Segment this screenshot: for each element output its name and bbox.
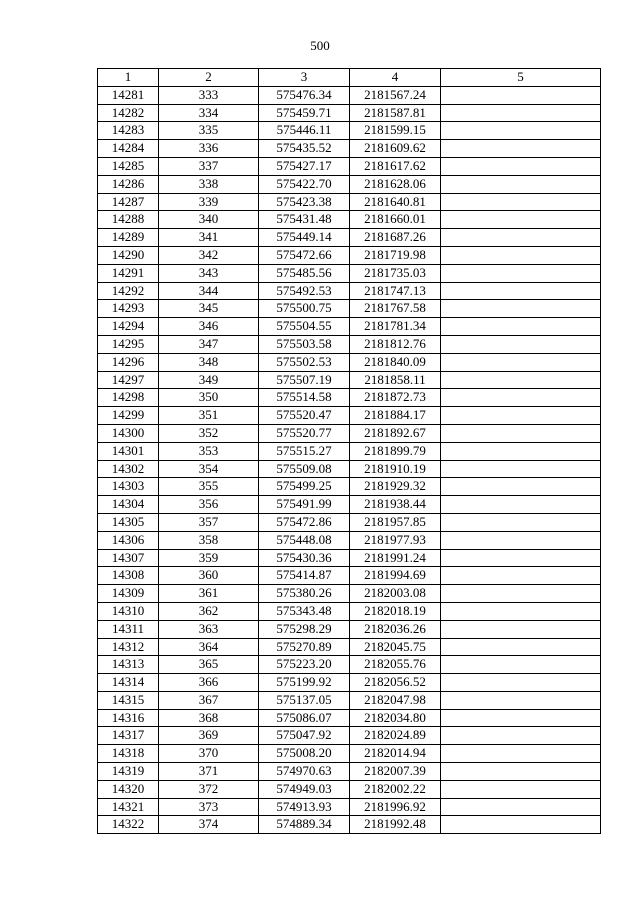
- table-cell-col-1: 14301: [98, 442, 159, 460]
- table-cell-col-5: [441, 709, 601, 727]
- table-row: [98, 371, 601, 389]
- table-row: [98, 460, 601, 478]
- table-cell-col-3: 575199.92: [259, 674, 350, 692]
- table-cell-col-3: 575502.53: [259, 353, 350, 371]
- table-cell-col-1: 14309: [98, 585, 159, 603]
- table-row: [98, 674, 601, 692]
- table-row: [98, 424, 601, 442]
- table-cell-col-5: [441, 763, 601, 781]
- table-cell-col-5: [441, 86, 601, 104]
- table-cell-col-2: 354: [159, 460, 259, 478]
- table-row: [98, 513, 601, 531]
- table-cell-col-3: 575430.36: [259, 549, 350, 567]
- table-body: [98, 86, 601, 833]
- table-row: [98, 727, 601, 745]
- table-cell-col-5: [441, 407, 601, 425]
- table-cell-col-5: [441, 780, 601, 798]
- table-cell-col-5: [441, 798, 601, 816]
- table-cell-col-4: 2181660.01: [350, 211, 441, 229]
- table-cell-col-2: 341: [159, 229, 259, 247]
- table-cell-col-2: 358: [159, 531, 259, 549]
- table-cell-col-3: 575503.58: [259, 335, 350, 353]
- table-cell-col-1: 14283: [98, 122, 159, 140]
- table-cell-col-4: 2181747.13: [350, 282, 441, 300]
- table-cell-col-5: [441, 674, 601, 692]
- table-cell-col-4: 2181617.62: [350, 157, 441, 175]
- table-cell-col-3: 575137.05: [259, 691, 350, 709]
- table-cell-col-5: [441, 193, 601, 211]
- table-cell-col-3: 574970.63: [259, 763, 350, 781]
- table-cell-col-2: 334: [159, 104, 259, 122]
- table-cell-col-2: 350: [159, 389, 259, 407]
- table-cell-col-1: 14312: [98, 638, 159, 656]
- table-row: [98, 442, 601, 460]
- table-row: [98, 407, 601, 425]
- table-cell-col-5: [441, 211, 601, 229]
- table-cell-col-2: 338: [159, 175, 259, 193]
- table-cell-col-3: 575431.48: [259, 211, 350, 229]
- table-cell-col-2: 352: [159, 424, 259, 442]
- table-cell-col-5: [441, 122, 601, 140]
- table-cell-col-1: 14287: [98, 193, 159, 211]
- table-cell-col-2: 360: [159, 567, 259, 585]
- table-cell-col-1: 14306: [98, 531, 159, 549]
- table-cell-col-3: 575435.52: [259, 140, 350, 158]
- table-cell-col-3: 575504.55: [259, 318, 350, 336]
- table-cell-col-4: 2181609.62: [350, 140, 441, 158]
- table-cell-col-3: 575449.14: [259, 229, 350, 247]
- table-cell-col-2: 366: [159, 674, 259, 692]
- table-cell-col-3: 575414.87: [259, 567, 350, 585]
- table-cell-col-4: 2181812.76: [350, 335, 441, 353]
- table-cell-col-2: 370: [159, 745, 259, 763]
- table-cell-col-5: [441, 816, 601, 834]
- table-cell-col-3: 575515.27: [259, 442, 350, 460]
- header-col-1: 1: [98, 69, 159, 87]
- table-cell-col-3: 575343.48: [259, 602, 350, 620]
- table-cell-col-3: 575507.19: [259, 371, 350, 389]
- table-cell-col-5: [441, 549, 601, 567]
- table-cell-col-2: 371: [159, 763, 259, 781]
- table-cell-col-4: 2181687.26: [350, 229, 441, 247]
- table-cell-col-1: 14290: [98, 246, 159, 264]
- table-cell-col-3: 574913.93: [259, 798, 350, 816]
- table-cell-col-2: 348: [159, 353, 259, 371]
- table-cell-col-4: 2181567.24: [350, 86, 441, 104]
- table-cell-col-1: 14314: [98, 674, 159, 692]
- table-cell-col-2: 342: [159, 246, 259, 264]
- table-cell-col-3: 575509.08: [259, 460, 350, 478]
- table-cell-col-4: 2181628.06: [350, 175, 441, 193]
- table-cell-col-5: [441, 638, 601, 656]
- table-cell-col-4: 2182024.89: [350, 727, 441, 745]
- table-row: [98, 318, 601, 336]
- table-cell-col-2: 372: [159, 780, 259, 798]
- header-col-5: 5: [441, 69, 601, 87]
- table-cell-col-4: 2181858.11: [350, 371, 441, 389]
- table-cell-col-5: [441, 140, 601, 158]
- table-cell-col-3: 575298.29: [259, 620, 350, 638]
- table-cell-col-5: [441, 264, 601, 282]
- table-row: [98, 709, 601, 727]
- table-cell-col-3: 575491.99: [259, 496, 350, 514]
- table-cell-col-1: 14297: [98, 371, 159, 389]
- table-cell-col-2: 353: [159, 442, 259, 460]
- table-cell-col-2: 373: [159, 798, 259, 816]
- page-number: 500: [310, 38, 330, 53]
- table-cell-col-2: 337: [159, 157, 259, 175]
- table-cell-col-5: [441, 460, 601, 478]
- table-cell-col-1: 14289: [98, 229, 159, 247]
- table-cell-col-4: 2182018.19: [350, 602, 441, 620]
- table-cell-col-3: 575008.20: [259, 745, 350, 763]
- table-cell-col-2: 374: [159, 816, 259, 834]
- table-cell-col-1: 14322: [98, 816, 159, 834]
- table-cell-col-5: [441, 300, 601, 318]
- table-cell-col-5: [441, 478, 601, 496]
- table-cell-col-4: 2182014.94: [350, 745, 441, 763]
- table-cell-col-4: 2181884.17: [350, 407, 441, 425]
- table-cell-col-1: 14299: [98, 407, 159, 425]
- table-row: [98, 620, 601, 638]
- table-cell-col-3: 575423.38: [259, 193, 350, 211]
- table-cell-col-5: [441, 567, 601, 585]
- table-cell-col-4: 2181767.58: [350, 300, 441, 318]
- table-cell-col-4: 2181640.81: [350, 193, 441, 211]
- table-row: [98, 264, 601, 282]
- table-cell-col-1: 14320: [98, 780, 159, 798]
- table-cell-col-3: 575422.70: [259, 175, 350, 193]
- table-cell-col-4: 2181977.93: [350, 531, 441, 549]
- table-row: [98, 122, 601, 140]
- table-cell-col-4: 2181992.48: [350, 816, 441, 834]
- table-cell-col-2: 357: [159, 513, 259, 531]
- table-cell-col-5: [441, 745, 601, 763]
- table-cell-col-1: 14286: [98, 175, 159, 193]
- header-col-3: 3: [259, 69, 350, 87]
- table-cell-col-3: 575446.11: [259, 122, 350, 140]
- table-cell-col-1: 14294: [98, 318, 159, 336]
- table-cell-col-3: 575086.07: [259, 709, 350, 727]
- table-cell-col-5: [441, 335, 601, 353]
- table-cell-col-1: 14296: [98, 353, 159, 371]
- table-cell-col-4: 2181599.15: [350, 122, 441, 140]
- table-cell-col-1: 14308: [98, 567, 159, 585]
- table-cell-col-2: 359: [159, 549, 259, 567]
- table-cell-col-1: 14300: [98, 424, 159, 442]
- table-cell-col-3: 575472.86: [259, 513, 350, 531]
- table-cell-col-1: 14321: [98, 798, 159, 816]
- table-cell-col-1: 14315: [98, 691, 159, 709]
- table-cell-col-4: 2181892.67: [350, 424, 441, 442]
- table-cell-col-3: 575223.20: [259, 656, 350, 674]
- table-cell-col-5: [441, 620, 601, 638]
- table-cell-col-5: [441, 246, 601, 264]
- table-row: [98, 549, 601, 567]
- table-cell-col-3: 575520.77: [259, 424, 350, 442]
- table-row: [98, 175, 601, 193]
- table-row: [98, 816, 601, 834]
- table-cell-col-1: 14292: [98, 282, 159, 300]
- table-cell-col-4: 2182045.75: [350, 638, 441, 656]
- table-cell-col-5: [441, 229, 601, 247]
- table-row: [98, 246, 601, 264]
- table-cell-col-1: 14291: [98, 264, 159, 282]
- table-row: [98, 745, 601, 763]
- table-cell-col-2: 345: [159, 300, 259, 318]
- table-cell-col-1: 14288: [98, 211, 159, 229]
- table-row: [98, 389, 601, 407]
- table-cell-col-2: 347: [159, 335, 259, 353]
- table-cell-col-2: 346: [159, 318, 259, 336]
- table-row: [98, 211, 601, 229]
- table-cell-col-4: 2182047.98: [350, 691, 441, 709]
- table-cell-col-5: [441, 175, 601, 193]
- table-cell-col-5: [441, 353, 601, 371]
- table-cell-col-2: 364: [159, 638, 259, 656]
- table-cell-col-1: 14316: [98, 709, 159, 727]
- table-row: [98, 86, 601, 104]
- table-cell-col-3: 575380.26: [259, 585, 350, 603]
- table-cell-col-4: 2181957.85: [350, 513, 441, 531]
- table-row: [98, 496, 601, 514]
- table-row: [98, 531, 601, 549]
- table-cell-col-4: 2181587.81: [350, 104, 441, 122]
- table-cell-col-2: 343: [159, 264, 259, 282]
- table-cell-col-1: 14298: [98, 389, 159, 407]
- table-row: [98, 780, 601, 798]
- table-cell-col-4: 2181840.09: [350, 353, 441, 371]
- table-cell-col-1: 14295: [98, 335, 159, 353]
- table-cell-col-1: 14310: [98, 602, 159, 620]
- table-cell-col-4: 2181781.34: [350, 318, 441, 336]
- table-cell-col-5: [441, 389, 601, 407]
- table-cell-col-2: 365: [159, 656, 259, 674]
- table-cell-col-3: 575427.17: [259, 157, 350, 175]
- table-cell-col-1: 14285: [98, 157, 159, 175]
- table-cell-col-3: 575472.66: [259, 246, 350, 264]
- table-row: [98, 763, 601, 781]
- table-cell-col-5: [441, 585, 601, 603]
- table-cell-col-4: 2181735.03: [350, 264, 441, 282]
- table-cell-col-1: 14307: [98, 549, 159, 567]
- table-cell-col-3: 575047.92: [259, 727, 350, 745]
- table-row: [98, 157, 601, 175]
- table-row: [98, 567, 601, 585]
- table-row: [98, 104, 601, 122]
- table-row: [98, 478, 601, 496]
- table-cell-col-2: 369: [159, 727, 259, 745]
- table-cell-col-5: [441, 318, 601, 336]
- table-row: [98, 656, 601, 674]
- table-cell-col-1: 14304: [98, 496, 159, 514]
- coordinates-table: [97, 68, 601, 834]
- table-row: [98, 798, 601, 816]
- table-cell-col-2: 339: [159, 193, 259, 211]
- table-cell-col-2: 351: [159, 407, 259, 425]
- table-cell-col-3: 575459.71: [259, 104, 350, 122]
- table-row: [98, 691, 601, 709]
- table-header-row: [98, 69, 601, 87]
- table-cell-col-3: 575520.47: [259, 407, 350, 425]
- table-cell-col-2: 362: [159, 602, 259, 620]
- table-cell-col-1: 14305: [98, 513, 159, 531]
- table-cell-col-5: [441, 282, 601, 300]
- table-cell-col-4: 2181929.32: [350, 478, 441, 496]
- table-cell-col-2: 363: [159, 620, 259, 638]
- header-col-2: 2: [159, 69, 259, 87]
- table-cell-col-3: 575448.08: [259, 531, 350, 549]
- table-cell-col-4: 2182007.39: [350, 763, 441, 781]
- table-cell-col-5: [441, 656, 601, 674]
- table-cell-col-5: [441, 371, 601, 389]
- table-cell-col-1: 14317: [98, 727, 159, 745]
- table-row: [98, 585, 601, 603]
- table-cell-col-4: 2181899.79: [350, 442, 441, 460]
- table-row: [98, 300, 601, 318]
- table-cell-col-1: 14319: [98, 763, 159, 781]
- table-row: [98, 335, 601, 353]
- table-cell-col-1: 14303: [98, 478, 159, 496]
- table-cell-col-3: 575485.56: [259, 264, 350, 282]
- table-cell-col-1: 14281: [98, 86, 159, 104]
- table-row: [98, 193, 601, 211]
- table-cell-col-5: [441, 104, 601, 122]
- table-cell-col-4: 2181991.24: [350, 549, 441, 567]
- table-cell-col-1: 14282: [98, 104, 159, 122]
- table-cell-col-4: 2182036.26: [350, 620, 441, 638]
- table-row: [98, 353, 601, 371]
- table-cell-col-2: 361: [159, 585, 259, 603]
- table-cell-col-1: 14293: [98, 300, 159, 318]
- table-cell-col-3: 574949.03: [259, 780, 350, 798]
- table-cell-col-2: 368: [159, 709, 259, 727]
- table-cell-col-4: 2181938.44: [350, 496, 441, 514]
- table-cell-col-2: 356: [159, 496, 259, 514]
- table-cell-col-1: 14318: [98, 745, 159, 763]
- table-cell-col-5: [441, 513, 601, 531]
- table-cell-col-1: 14284: [98, 140, 159, 158]
- table-cell-col-2: 336: [159, 140, 259, 158]
- table-cell-col-5: [441, 424, 601, 442]
- table-cell-col-3: 575476.34: [259, 86, 350, 104]
- table-cell-col-1: 14311: [98, 620, 159, 638]
- table-cell-col-4: 2181994.69: [350, 567, 441, 585]
- table-cell-col-3: 574889.34: [259, 816, 350, 834]
- table-cell-col-3: 575514.58: [259, 389, 350, 407]
- table-cell-col-3: 575500.75: [259, 300, 350, 318]
- table-cell-col-5: [441, 157, 601, 175]
- header-col-4: 4: [350, 69, 441, 87]
- table-cell-col-4: 2182002.22: [350, 780, 441, 798]
- table-cell-col-5: [441, 727, 601, 745]
- table-cell-col-3: 575492.53: [259, 282, 350, 300]
- table-cell-col-5: [441, 602, 601, 620]
- table-cell-col-1: 14313: [98, 656, 159, 674]
- table-cell-col-2: 367: [159, 691, 259, 709]
- table-cell-col-4: 2181719.98: [350, 246, 441, 264]
- table-cell-col-4: 2182056.52: [350, 674, 441, 692]
- table-cell-col-4: 2181996.92: [350, 798, 441, 816]
- table-cell-col-5: [441, 531, 601, 549]
- table-cell-col-3: 575499.25: [259, 478, 350, 496]
- table-cell-col-2: 355: [159, 478, 259, 496]
- table-cell-col-2: 349: [159, 371, 259, 389]
- table-cell-col-4: 2182034.80: [350, 709, 441, 727]
- table-cell-col-4: 2181872.73: [350, 389, 441, 407]
- table-cell-col-1: 14302: [98, 460, 159, 478]
- table-cell-col-2: 340: [159, 211, 259, 229]
- table-row: [98, 282, 601, 300]
- table-row: [98, 229, 601, 247]
- table-cell-col-4: 2181910.19: [350, 460, 441, 478]
- table-cell-col-2: 344: [159, 282, 259, 300]
- table-row: [98, 140, 601, 158]
- table-cell-col-5: [441, 691, 601, 709]
- table-cell-col-2: 333: [159, 86, 259, 104]
- table-row: [98, 602, 601, 620]
- table-cell-col-4: 2182055.76: [350, 656, 441, 674]
- table-cell-col-5: [441, 442, 601, 460]
- table-cell-col-5: [441, 496, 601, 514]
- table-row: [98, 638, 601, 656]
- table-cell-col-2: 335: [159, 122, 259, 140]
- table-cell-col-4: 2182003.08: [350, 585, 441, 603]
- table-cell-col-3: 575270.89: [259, 638, 350, 656]
